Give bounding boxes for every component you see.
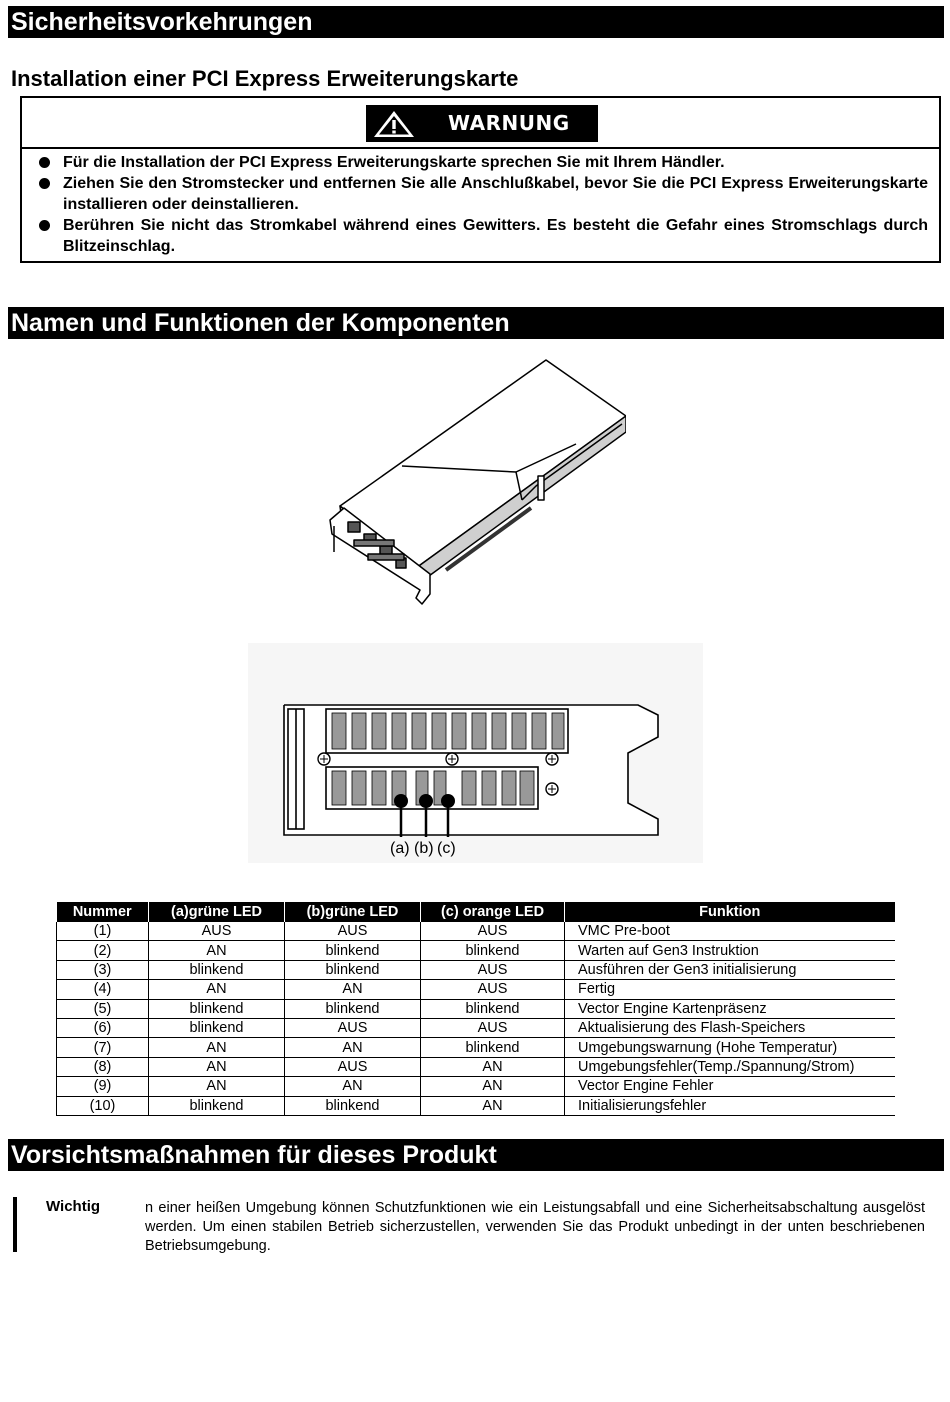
warning-item: Berühren Sie nicht das Stromkabel während eines Gewitters. Es besteht die Gefahr eines Stromschlags durch Blitzeinschlag.	[36, 215, 928, 257]
table-row	[57, 1038, 895, 1057]
section-header-components: Namen und Funktionen der Komponenten	[8, 307, 944, 339]
warning-divider	[22, 147, 939, 149]
cell-number: (9)	[57, 1077, 149, 1096]
cell-function: Fertig	[565, 980, 895, 999]
cell-led-c: AN	[421, 1096, 565, 1115]
installation-title: Installation einer PCI Express Erweiterungskarte	[11, 66, 519, 91]
cell-led-c: AUS	[421, 960, 565, 979]
cell-led-b: blinkend	[285, 960, 421, 979]
warning-triangle-icon	[372, 109, 416, 139]
led-label-a: (a)	[390, 840, 410, 857]
cell-led-a: AN	[149, 941, 285, 960]
cell-led-b: blinkend	[285, 1096, 421, 1115]
warning-item: Ziehen Sie den Stromstecker und entfernen Sie alle Anschlußkabel, bevor Sie die PCI Express Erweiterungskarte installieren oder deinstallieren.	[36, 173, 928, 215]
col-header-led-a: (a)grüne LED	[149, 902, 285, 922]
led-label-b: (b)	[414, 840, 434, 857]
section-header-precautions: Vorsichtsmaßnahmen für dieses Produkt	[8, 1139, 944, 1171]
bullet-icon	[39, 178, 50, 189]
bullet-icon	[39, 220, 50, 231]
bullet-icon	[39, 157, 50, 168]
cell-led-b: blinkend	[285, 941, 421, 960]
important-label: Wichtig	[46, 1198, 101, 1215]
table-row	[57, 922, 895, 941]
table-row	[57, 960, 895, 979]
cell-function: Vector Engine Kartenpräsenz	[565, 999, 895, 1018]
cell-function: VMC Pre-boot	[565, 922, 895, 941]
cell-function: Aktualisierung des Flash-Speichers	[565, 1018, 895, 1037]
cell-led-b: AUS	[285, 1057, 421, 1076]
cell-number: (5)	[57, 999, 149, 1018]
cell-led-a: AN	[149, 1038, 285, 1057]
col-header-led-c: (c) orange LED	[421, 902, 565, 922]
warning-badge	[366, 105, 598, 142]
table-header-row	[57, 902, 895, 922]
cell-function: Umgebungsfehler(Temp./Spannung/Strom)	[565, 1057, 895, 1076]
warning-item: Für die Installation der PCI Express Erweiterungskarte sprechen Sie mit Ihrem Händler.	[36, 152, 928, 173]
pci-card-illustration	[326, 358, 626, 608]
led-label-c: (c)	[437, 840, 456, 857]
cell-led-a: blinkend	[149, 1018, 285, 1037]
section-header-safety: Sicherheitsvorkehrungen	[8, 6, 944, 38]
cell-function: Initialisierungsfehler	[565, 1096, 895, 1115]
cell-led-b: AN	[285, 1038, 421, 1057]
cell-function: Vector Engine Fehler	[565, 1077, 895, 1096]
cell-function: Ausführen der Gen3 initialisierung	[565, 960, 895, 979]
cell-number: (2)	[57, 941, 149, 960]
cell-led-c: AUS	[421, 922, 565, 941]
cell-led-a: blinkend	[149, 960, 285, 979]
cell-led-b: blinkend	[285, 999, 421, 1018]
cell-led-a: AUS	[149, 922, 285, 941]
cell-number: (3)	[57, 960, 149, 979]
cell-led-b: AN	[285, 980, 421, 999]
cell-led-c: AN	[421, 1077, 565, 1096]
cell-number: (1)	[57, 922, 149, 941]
warning-list	[36, 152, 928, 257]
cell-number: (7)	[57, 1038, 149, 1057]
table-row	[57, 980, 895, 999]
col-header-led-b: (b)grüne LED	[285, 902, 421, 922]
table-row	[57, 941, 895, 960]
led-table-body	[57, 922, 895, 1115]
cell-led-c: AN	[421, 1057, 565, 1076]
cell-led-c: AUS	[421, 980, 565, 999]
cell-led-a: blinkend	[149, 999, 285, 1018]
table-row	[57, 999, 895, 1018]
cell-led-c: blinkend	[421, 1038, 565, 1057]
table-row	[57, 1077, 895, 1096]
cell-led-c: blinkend	[421, 999, 565, 1018]
cell-led-c: blinkend	[421, 941, 565, 960]
table-row	[57, 1057, 895, 1076]
cell-led-b: AN	[285, 1077, 421, 1096]
cell-number: (6)	[57, 1018, 149, 1037]
cell-led-b: AUS	[285, 1018, 421, 1037]
important-text: n einer heißen Umgebung können Schutzfunktionen wie ein Leistungsabfall und eine Sicherheitsabschaltung ausgelöst werden. Um einen stabilen Betrieb sicherzustellen, verwenden Sie das Produkt unbedingt in der unten beschriebenen Betriebsumgebung.	[145, 1200, 925, 1254]
cell-number: (8)	[57, 1057, 149, 1076]
cell-number: (10)	[57, 1096, 149, 1115]
cell-function: Umgebungswarnung (Hohe Temperatur)	[565, 1038, 895, 1057]
cell-led-c: AUS	[421, 1018, 565, 1037]
cell-function: Warten auf Gen3 Instruktion	[565, 941, 895, 960]
warning-label: WARNUNG	[448, 111, 570, 135]
cell-led-a: blinkend	[149, 1096, 285, 1115]
table-row	[57, 1096, 895, 1115]
cell-led-b: AUS	[285, 922, 421, 941]
important-marker-bar	[13, 1197, 17, 1252]
cell-led-a: AN	[149, 1077, 285, 1096]
col-header-number: Nummer	[57, 902, 149, 922]
col-header-function: Funktion	[565, 902, 895, 922]
cell-number: (4)	[57, 980, 149, 999]
cell-led-a: AN	[149, 1057, 285, 1076]
led-status-table	[56, 902, 895, 1116]
warning-box	[20, 96, 941, 263]
table-row	[57, 1018, 895, 1037]
cell-led-a: AN	[149, 980, 285, 999]
bracket-illustration	[248, 643, 703, 843]
